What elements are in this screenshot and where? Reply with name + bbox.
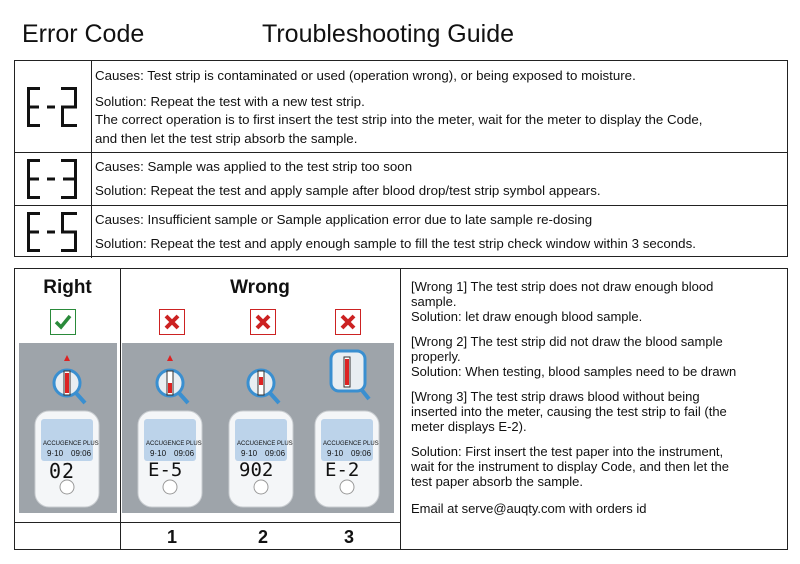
- error-code-e2: [15, 61, 92, 152]
- e3-solution: Solution: Repeat the test and apply sample after blood drop/test strip symbol appears.: [95, 183, 601, 198]
- meter-3-date: 9·10: [327, 449, 344, 458]
- meter-wrong-2: [223, 349, 303, 509]
- meter-right-brand: ACCUGENCE PLUS: [43, 441, 99, 447]
- meter-2-brand: ACCUGENCE PLUS: [237, 441, 293, 447]
- meter-wrong-3: [309, 349, 389, 509]
- meter-3-reading: E-2: [325, 459, 360, 481]
- error-row-e2: [15, 61, 787, 153]
- wrong3-line1: [Wrong 3] The test strip draws blood without being: [411, 389, 700, 404]
- wrong1-line1: [Wrong 1] The test strip does not draw enough blood: [411, 279, 714, 294]
- cross-icon-3: [335, 309, 361, 335]
- e2-segment-display: [23, 84, 83, 130]
- error-row-e3: [15, 153, 787, 206]
- e5-segment-display: [23, 209, 83, 255]
- cross-icon-1: [159, 309, 185, 335]
- wrong2-line1: [Wrong 2] The test strip did not draw the blood sample: [411, 334, 723, 349]
- illustration-panel: [14, 268, 788, 550]
- meter-right: [29, 349, 109, 509]
- solution-line1: Solution: First insert the test paper into the instrument,: [411, 444, 724, 459]
- cross-icon-2: [250, 309, 276, 335]
- wrong2-line3: Solution: When testing, blood samples need to be drawn: [411, 364, 737, 379]
- meter-2-date: 9·10: [241, 449, 258, 458]
- e5-causes: Causes: Insufficient sample or Sample application error due to late sample re-dosing: [95, 212, 593, 227]
- e2-extra-1: The correct operation is to first insert the test strip into the meter, wait for the meter to display the Code,: [95, 112, 703, 127]
- error-row-e5: [15, 206, 787, 258]
- error-code-e3: [15, 153, 92, 205]
- e2-causes: Causes: Test strip is contaminated or used (operation wrong), or being exposed to moisture.: [95, 68, 636, 83]
- meter-3-brand: ACCUGENCE PLUS: [323, 441, 379, 447]
- guide-title: Troubleshooting Guide: [262, 20, 515, 48]
- check-icon: [50, 309, 76, 335]
- wrong-number-3: 3: [343, 527, 354, 547]
- wrong2-line2: properly.: [411, 349, 461, 364]
- meter-2-time: 09:06: [265, 449, 286, 458]
- wrong3-line2: inserted into the meter, causing the test strip to fail (the: [411, 404, 727, 419]
- e5-solution: Solution: Repeat the test and apply enough sample to fill the test strip check window within 3 seconds.: [95, 236, 696, 251]
- notes-text: [411, 279, 783, 516]
- error-table: [14, 60, 788, 257]
- wrong3-line3: meter displays E-2).: [411, 419, 527, 434]
- error-code-e5: [15, 206, 92, 258]
- e2-solution: Solution: Repeat the test with a new test strip.: [95, 94, 365, 109]
- wrong1-line2: sample.: [411, 294, 457, 309]
- meter-right-reading: 02: [49, 459, 76, 483]
- e2-extra-2: and then let the test strip absorb the sample.: [95, 131, 358, 146]
- meter-wrong-1: [132, 349, 212, 509]
- meter-1-brand: ACCUGENCE PLUS: [146, 441, 202, 447]
- wrong-number-1: 1: [166, 527, 177, 547]
- meter-2-reading: 902: [239, 459, 274, 481]
- email-line: Email at serve@auqty.com with orders id: [411, 501, 647, 516]
- meter-3-time: 09:06: [351, 449, 372, 458]
- meter-right-date: 9·10: [47, 449, 64, 458]
- error-code-heading: Error Code: [22, 20, 145, 48]
- solution-line3: test paper absorb the sample.: [411, 474, 583, 489]
- wrong-number-2: 2: [257, 527, 268, 547]
- e3-causes: Causes: Sample was applied to the test strip too soon: [95, 159, 413, 174]
- wrong1-line3: Solution: let draw enough blood sample.: [411, 309, 643, 324]
- wrong-label: Wrong: [230, 277, 290, 298]
- right-label: Right: [43, 277, 92, 298]
- solution-line2: wait for the instrument to display Code, and then let the: [411, 459, 729, 474]
- e3-segment-display: [23, 156, 83, 202]
- meter-1-reading: E-5: [148, 459, 183, 481]
- meter-1-time: 09:06: [174, 449, 195, 458]
- meter-right-time: 09:06: [71, 449, 92, 458]
- meter-1-date: 9·10: [150, 449, 167, 458]
